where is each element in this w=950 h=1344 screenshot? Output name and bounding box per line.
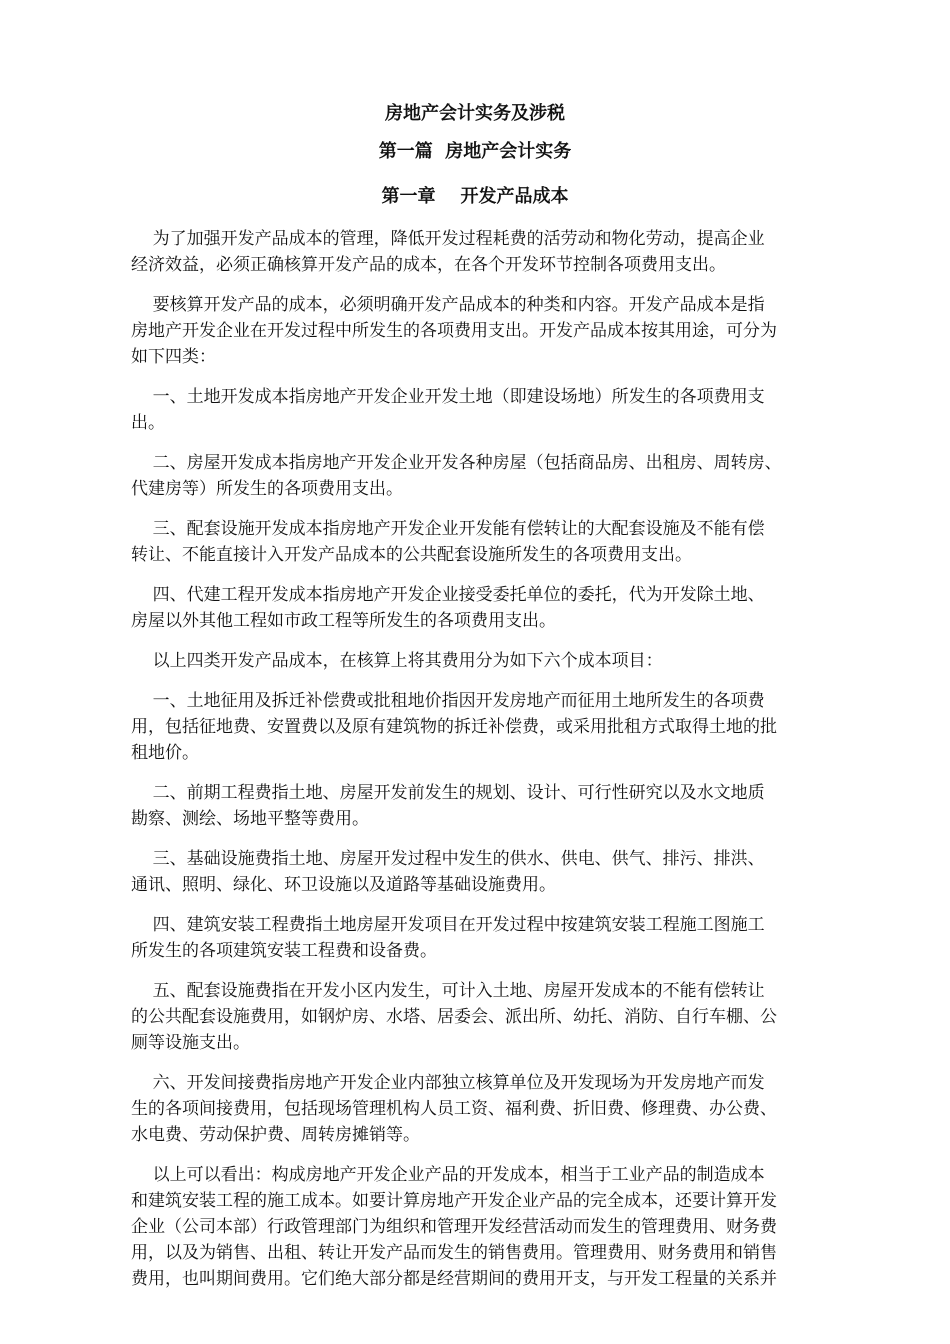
paragraph	[131, 1070, 871, 1148]
paragraph-line: 生的各项间接费用，包括现场管理机构人员工资、福利费、折旧费、修理费、办公费、	[131, 1099, 777, 1119]
paragraph-line: 五、配套设施费指在开发小区内发生，可计入土地、房屋开发成本的不能有偿转让	[131, 981, 765, 1001]
paragraph	[131, 384, 871, 436]
paragraph-line: 代建房等）所发生的各项费用支出。	[131, 479, 403, 499]
paragraph-line: 四、代建工程开发成本指房地产开发企业接受委托单位的委托，代为开发除土地、	[131, 585, 765, 605]
paragraph-line: 房屋以外其他工程如市政工程等所发生的各项费用支出。	[131, 611, 556, 631]
paragraph-line: 和建筑安装工程的施工成本。如要计算房地产开发企业产品的完全成本，还要计算开发	[131, 1191, 777, 1211]
paragraph-line: 三、基础设施费指土地、房屋开发过程中发生的供水、供电、供气、排污、排洪、	[131, 849, 765, 869]
body-text	[131, 226, 871, 1306]
paragraph-line: 如下四类：	[131, 347, 216, 367]
paragraph	[131, 912, 871, 964]
paragraph-line: 企业（公司本部）行政管理部门为组织和管理开发经营活动而发生的管理费用、财务费	[131, 1217, 777, 1237]
paragraph-line: 勘察、测绘、场地平整等费用。	[131, 809, 369, 829]
paragraph-line: 一、土地开发成本指房地产开发企业开发土地（即建设场地）所发生的各项费用支	[131, 387, 765, 407]
paragraph-line: 一、土地征用及拆迁补偿费或批租地价指因开发房地产而征用土地所发生的各项费	[131, 691, 765, 711]
paragraph-line: 费用，也叫期间费用。它们绝大部分都是经营期间的费用开支，与开发工程量的关系并	[131, 1269, 777, 1289]
paragraph-line: 用，包括征地费、安置费以及原有建筑物的拆迁补偿费，或采用批租方式取得土地的批	[131, 717, 777, 737]
paragraph	[131, 978, 871, 1056]
paragraph-line: 四、建筑安装工程费指土地房屋开发项目在开发过程中按建筑安装工程施工图施工	[131, 915, 765, 935]
paragraph	[131, 450, 871, 502]
paragraph-line: 以上可以看出：构成房地产开发企业产品的开发成本，相当于工业产品的制造成本	[131, 1165, 765, 1185]
paragraph-line: 经济效益，必须正确核算开发产品的成本，在各个开发环节控制各项费用支出。	[131, 255, 726, 275]
paragraph-line: 水电费、劳动保护费、周转房摊销等。	[131, 1125, 420, 1145]
chapter-title: 第一章 开发产品成本	[381, 186, 569, 207]
paragraph	[131, 846, 871, 898]
part-title: 第一篇 房地产会计实务	[378, 141, 572, 162]
paragraph-line: 的公共配套设施费用，如钢炉房、水塔、居委会、派出所、幼托、消防、自行车棚、公	[131, 1007, 777, 1027]
paragraph	[131, 226, 871, 278]
paragraph-line: 用，以及为销售、出租、转让开发产品而发生的销售费用。管理费用、财务费用和销售	[131, 1243, 777, 1263]
paragraph-line: 出。	[131, 413, 165, 433]
paragraph-line: 通讯、照明、绿化、环卫设施以及道路等基础设施费用。	[131, 875, 556, 895]
paragraph-line: 厕等设施支出。	[131, 1033, 250, 1053]
paragraph-line: 为了加强开发产品成本的管理，降低开发过程耗费的活劳动和物化劳动，提高企业	[131, 229, 765, 249]
paragraph	[131, 1162, 871, 1292]
paragraph	[131, 292, 871, 370]
paragraph-line: 二、前期工程费指土地、房屋开发前发生的规划、设计、可行性研究以及水文地质	[131, 783, 765, 803]
paragraph-line: 所发生的各项建筑安装工程费和设备费。	[131, 941, 437, 961]
paragraph	[131, 582, 871, 634]
paragraph-line: 以上四类开发产品成本，在核算上将其费用分为如下六个成本项目：	[131, 651, 663, 671]
paragraph	[131, 688, 871, 766]
paragraph-line: 要核算开发产品的成本，必须明确开发产品成本的种类和内容。开发产品成本是指	[131, 295, 765, 315]
paragraph	[131, 780, 871, 832]
paragraph-line: 租地价。	[131, 743, 199, 763]
paragraph-line: 六、开发间接费指房地产开发企业内部独立核算单位及开发现场为开发房地产而发	[131, 1073, 765, 1093]
paragraph	[131, 648, 871, 674]
paragraph-line: 二、房屋开发成本指房地产开发企业开发各种房屋（包括商品房、出租房、周转房、	[131, 453, 782, 473]
paragraph	[131, 516, 871, 568]
paragraph-line: 转让、不能直接计入开发产品成本的公共配套设施所发生的各项费用支出。	[131, 545, 692, 565]
paragraph-line: 三、配套设施开发成本指房地产开发企业开发能有偿转让的大配套设施及不能有偿	[131, 519, 765, 539]
document-title: 房地产会计实务及涉税	[385, 103, 565, 124]
paragraph-line: 房地产开发企业在开发过程中所发生的各项费用支出。开发产品成本按其用途，可分为	[131, 321, 777, 341]
